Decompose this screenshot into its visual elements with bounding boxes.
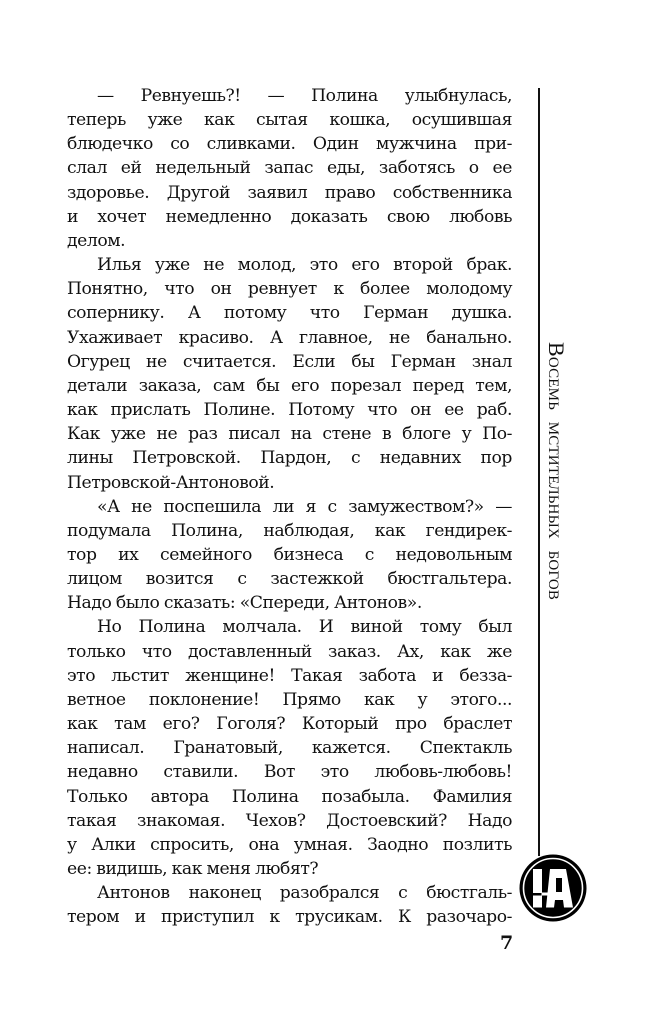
page-number: 7	[500, 932, 514, 954]
text-line: ветное поклонение! Прямо как у этого...	[67, 689, 512, 710]
text-line: «А не поспешила ли я с замужеством?» —	[97, 496, 512, 517]
text-line: тером и приступил к трусикам. К разочаро-	[67, 907, 512, 928]
paragraph	[67, 253, 512, 495]
body-text	[67, 84, 512, 929]
text-line: такая знакомая. Чехов? Достоевский? Надо	[67, 810, 512, 831]
text-line: недавно ставили. Вот это любовь-любовь!	[67, 762, 512, 783]
paragraph	[67, 881, 512, 929]
text-line: — Ревнуешь?! — Полина улыбнулась,	[97, 86, 512, 106]
text-line: Надо было сказать: «Спереди, Антонов».	[67, 593, 422, 614]
paragraph	[67, 84, 512, 253]
text-line: делом.	[67, 230, 126, 251]
text-line: Илья уже не молод, это его второй брак.	[97, 255, 512, 276]
paragraph	[67, 615, 512, 881]
text-line: как прислать Полине. Потому что он ее раб.	[67, 400, 512, 421]
text-line: как там его? Гоголя? Который про браслет	[67, 714, 512, 735]
text-line: у Алки спросить, она умная. Заодно позлить	[67, 834, 512, 855]
text-line: Ухаживает красиво. А главное, не банально.	[67, 327, 512, 348]
text-line: Как уже не раз писал на стене в блоге у По-	[67, 424, 512, 445]
text-line: слал ей недельный запас еды, заботясь о ее	[67, 158, 512, 179]
text-line: сопернику. А потому что Герман душка.	[67, 303, 512, 324]
text-line: тор их семейного бизнеса с недовольным	[67, 544, 512, 565]
text-line: ее: видишь, как меня любят?	[67, 859, 319, 879]
text-line: теперь уже как сытая кошка, осушившая	[67, 110, 512, 131]
text-line: Огурец не считается. Если бы Герман знал	[67, 351, 512, 372]
text-line: Антонов наконец разобрался с бюстгаль-	[97, 883, 512, 904]
text-line: Петровской-Антоновой.	[67, 472, 275, 493]
text-line: здоровье. Другой заявил право собственника	[67, 182, 512, 203]
text-line: лины Петровской. Пардон, с недавних пор	[67, 448, 512, 469]
text-line: написал. Гранатовый, кажется. Спектакль	[67, 738, 512, 759]
text-line: Только автора Полина позабыла. Фамилия	[67, 786, 512, 807]
text-line: подумала Полина, наблюдая, как гендирек-	[67, 520, 512, 541]
text-line: только что доставленный заказ. Ах, как же	[67, 641, 512, 662]
text-line: Понятно, что он ревнует к более молодому	[67, 279, 512, 300]
paragraph	[67, 495, 512, 616]
text-line: и хочет немедленно доказать свою любовь	[67, 206, 512, 227]
vertical-divider-rule	[538, 88, 540, 856]
publisher-logo-svg	[519, 854, 587, 922]
publisher-logo-icon	[519, 854, 587, 922]
text-line: блюдечко со сливками. Один мужчина при-	[67, 134, 512, 155]
text-line: это льстит женщине! Такая забота и безза-	[67, 665, 512, 686]
running-title-text: Восемь мстительных богов	[544, 342, 569, 601]
text-line: Но Полина молчала. И виной тому был	[97, 617, 512, 638]
text-line: лицом возится с застежкой бюстгальтера.	[67, 569, 512, 590]
text-line: детали заказа, сам бы его порезал перед тем,	[67, 375, 512, 396]
